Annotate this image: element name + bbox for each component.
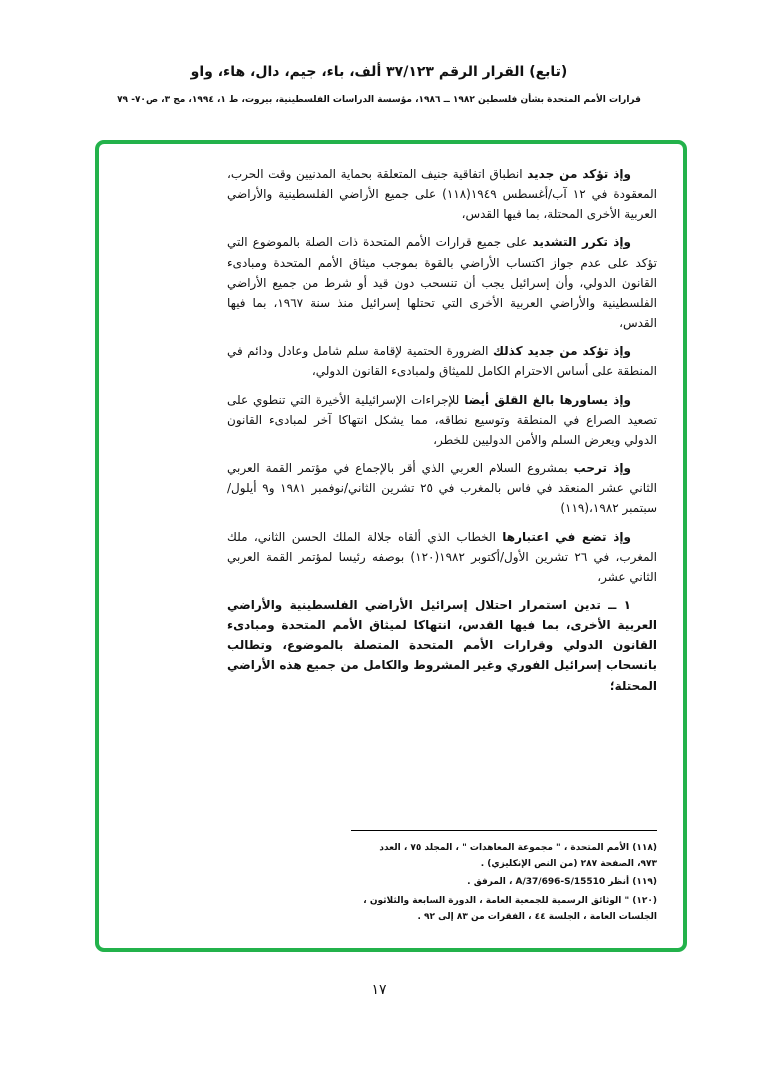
paragraph-text: الضرورة الحتمية لإقامة سلم شامل وعادل ودائم في المنطقة على أساس الاحترام الكامل للميثاق ولمبادىء القانون الدولي،	[227, 344, 657, 379]
footnotes-block	[357, 840, 657, 927]
resolution-body	[227, 164, 657, 704]
footnote-118: (١١٨) الأمم المتحدة ، " مجموعة المعاهدات " ، المجلد ٧٥ ، العدد ٩٧٣، الصفحة ٢٨٧ (من النص الإنكليزي) .	[379, 843, 657, 870]
preambular-paragraph-1	[227, 164, 657, 224]
footnote-separator	[351, 830, 657, 831]
page-header-title: (تابع) القرار الرقم ٣٧/١٢٣ ألف، باء، جيم، دال، هاء، واو	[190, 64, 568, 80]
preambular-paragraph-5	[227, 458, 657, 518]
paragraph-lead: وإذ تؤكد من جديد	[527, 167, 631, 181]
paragraph-text: انطباق اتفاقية جنيف المتعلقة بحماية المدنيين وقت الحرب، المعقودة في ١٢ آب/أغسطس ١٩٤٩(١١٨) على جميع الأراضي الفلسطينية والأراضي العربية الأخرى المحتلة، بما فيها القدس،	[227, 167, 658, 222]
paragraph-lead: وإذ تؤكد من جديد كذلك	[492, 344, 632, 359]
page-number: ١٧	[371, 982, 387, 998]
paragraph-lead: وإذ ترحب	[573, 461, 631, 476]
footnote-120: (١٢٠) " الوثائق الرسمية للجمعية العامة ، الدورة السابعة والثلاثون ، الجلسات العامة ، الجلسة ٤٤ ، الفقرات من ٨٣ إلى ٩٢ .	[363, 895, 657, 922]
paragraph-lead: وإذ تكرر التشديد	[532, 235, 631, 250]
preambular-paragraph-2	[227, 232, 657, 333]
preambular-paragraph-6	[227, 527, 657, 587]
paragraph-lead: ١ ــ تدين	[574, 597, 631, 612]
preambular-paragraph-3	[227, 341, 657, 381]
operative-paragraph-1	[227, 595, 657, 696]
paragraph-text: الخطاب الذي ألقاه جلالة الملك الحسن الثاني، ملك المغرب، في ٢٦ تشرين الأول/أكتوبر ١٩٨٢(١٢٠) بوصفه رئيسا لمؤتمر القمة العربي الثاني عشر،	[227, 529, 657, 584]
paragraph-lead: وإذ تضع في اعتبارها	[502, 529, 631, 544]
paragraph-text: استمرار احتلال إسرائيل الأراضي الفلسطينية والأراضي العربية الأخرى، بما فيها القدس، انتهاكا لميثاق الأمم المتحدة ومبادىء القانون الدولي وقرارات الأمم المتحدة المتصلة بالموضوع، وتطالب بانسحاب إسرائيل الفوري وغير المشروط والكامل من جميع هذه الأراضي المحتلة؛	[227, 597, 657, 693]
content-border-frame	[95, 140, 687, 952]
preambular-paragraph-4	[227, 390, 657, 450]
page-header-source-line: قرارات الأمم المتحدة بشأن فلسطين ١٩٨٢ ــ ١٩٨٦، مؤسسة الدراسات الفلسطينية، بيروت، ط ١، ١٩٩٤، مج ٣، ص٧٠- ٧٩	[117, 95, 641, 105]
paragraph-text: على جميع قرارات الأمم المتحدة ذات الصلة بالموضوع التي تؤكد على عدم جواز اكتساب الأراضي بالقوة بموجب ميثاق الأمم المتحدة ومبادىء القانون الدولي، وأن إسرائيل يجب أن تنسحب دون قيد أو شرط من جميع الأراضي الفلسطينية والأراضي العربية الأخرى التي تحتلها إسرائيل منذ سنة ١٩٦٧، بما فيها القدس،	[227, 235, 657, 331]
paragraph-lead: وإذ يساورها بالغ القلق أيضا	[464, 392, 631, 407]
paragraph-text: للإجراءات الإسرائيلية الأخيرة التي تنطوي على تصعيد الصراع في المنطقة وتوسيع نطاقه، مما يشكل انتهاكا آخر لمبادىء القانون الدولي ويعرض السلم والأمن الدوليين للخطر،	[227, 392, 657, 447]
paragraph-text: بمشروع السلام العربي الذي أقر بالإجماع في مؤتمر القمة العربي الثاني عشر المنعقد في فاس بالمغرب في ٢٥ تشرين الثاني/نوفمبر ١٩٨١ و٩ أيلول/سبتمبر ١٩٨٢،(١١٩)	[227, 461, 658, 516]
footnote-119: (١١٩) أنظر A/37/696-S/15510 ، المرفق .	[467, 877, 657, 888]
